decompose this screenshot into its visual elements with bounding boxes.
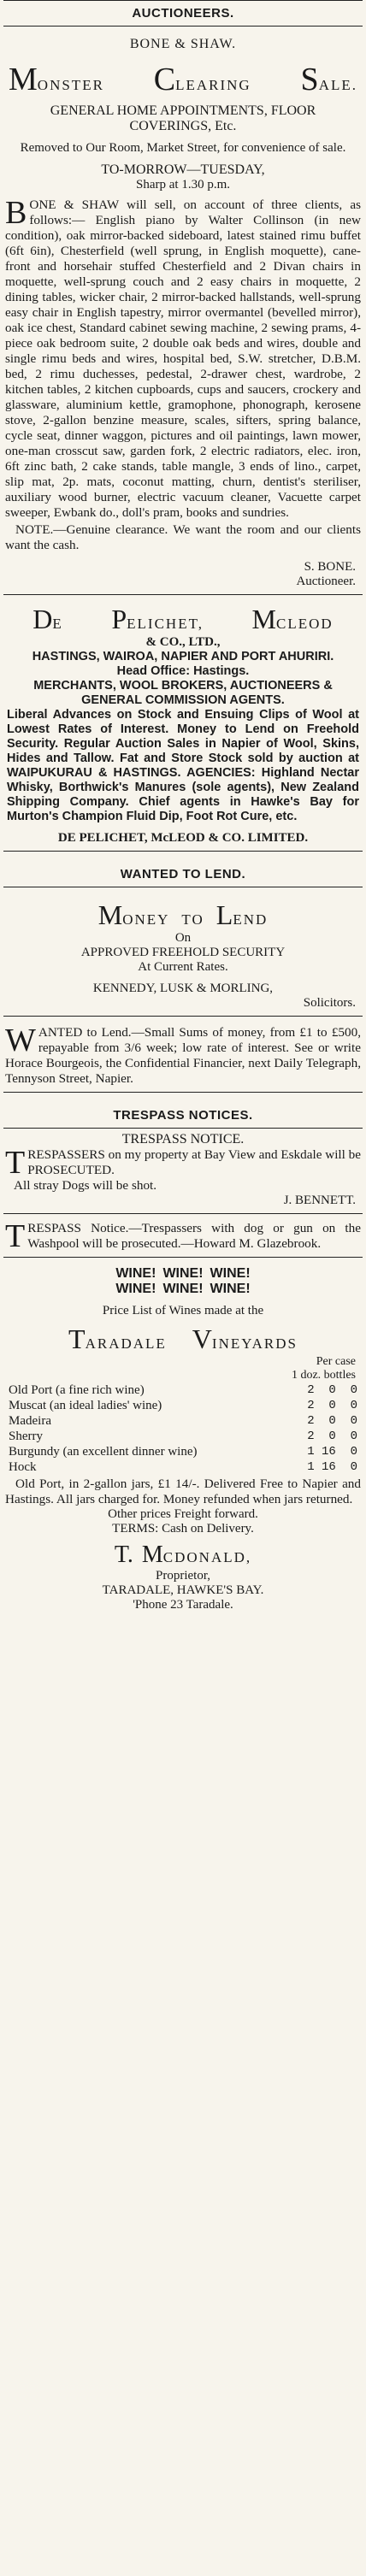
- wine-name: Madeira: [9, 1414, 51, 1428]
- footer: DE PELICHET, McLEOD & CO. LIMITED.: [57, 831, 309, 845]
- section-header-trespass: TRESPASS NOTICES.: [3, 1103, 363, 1129]
- rates: At Current Rates.: [138, 960, 228, 974]
- jars-note: Old Port, in 2-gallon jars, £1 14/-. Delivered Free to Napier and Hastings. All jars charged for. Money refunded when jars returned.: [5, 1477, 361, 1506]
- address: TARADALE, HAWKE'S BAY.: [102, 1583, 264, 1597]
- ad-title: [9, 61, 357, 98]
- wine-item: [9, 1444, 357, 1459]
- removed-note: Removed to Our Room, Market Street, for convenience of sale.: [20, 141, 346, 155]
- price-list-label: Price List of Wines made at the: [102, 1304, 264, 1317]
- wine-name: Muscat (an ideal ladies' wine): [9, 1399, 162, 1412]
- signature-name: S. BONE.: [304, 560, 356, 574]
- vineyard-title: TARADALE VINEYARDS: [68, 1323, 298, 1354]
- newspaper-column: [3, 0, 363, 1612]
- on-label: On: [174, 931, 192, 945]
- wine-heading-row-2: WINE! WINE! WINE!: [115, 1282, 251, 1296]
- wine-price: 1 16 0: [307, 1460, 357, 1474]
- body: WANTED to Lend.—Small Sums of money, from £1 to £500, repayable from 3/6 week; low rate of interest. See or write Horace Bourgeois, the Confidential Financier, next Daily Telegraph, Tennyson Street, Napier.: [5, 1023, 361, 1086]
- wine-item: [9, 1429, 357, 1444]
- owner-name: T. MCDONALD,: [114, 1541, 252, 1568]
- depelichet-ad: [3, 595, 363, 852]
- per-case: Per case: [316, 1355, 356, 1368]
- sale-day: TO-MORROW—TUESDAY,: [101, 162, 265, 177]
- wine-name: Hock: [9, 1460, 37, 1474]
- wine-price: 2 0 0: [307, 1399, 357, 1412]
- wanted-lend-ad: [3, 1017, 363, 1093]
- title: TRESPASS NOTICE.: [121, 1132, 245, 1147]
- signature: J. BENNETT.: [283, 1194, 356, 1207]
- wine-name: Sherry: [9, 1429, 43, 1443]
- wine-price-list: [3, 1382, 363, 1475]
- wines-ad: [3, 1258, 363, 1612]
- wine-item: [9, 1382, 357, 1398]
- drop-cap: B: [5, 195, 27, 231]
- section-header-wanted: WANTED TO LEND.: [3, 862, 363, 887]
- wine-item: [9, 1459, 357, 1475]
- wine-name: Old Port (a fine rich wine): [9, 1383, 145, 1397]
- note: NOTE.—Genuine clearance. We want the room and our clients want the cash.: [5, 522, 361, 552]
- wine-price: 2 0 0: [307, 1383, 357, 1397]
- title-word-3: SALE.: [300, 62, 357, 97]
- firm-name: BONE & SHAW.: [129, 37, 237, 51]
- trespass-notice-ad: [3, 1129, 363, 1214]
- freight-note: Other prices Freight forward.: [108, 1507, 258, 1521]
- sale-time: Sharp at 1.30 p.m.: [136, 178, 230, 192]
- title-word-1: MONSTER: [9, 62, 104, 97]
- security: APPROVED FREEHOLD SECURITY: [80, 946, 286, 959]
- doz-bottles: 1 doz. bottles: [291, 1369, 356, 1382]
- section-header-auctioneers: AUCTIONEERS.: [132, 6, 234, 21]
- trespass-washpool-ad: [3, 1214, 363, 1258]
- trade: MERCHANTS, WOOL BROKERS, AUCTIONEERS & GENERAL COMMISSION AGENTS.: [33, 679, 333, 707]
- places: HASTINGS, WAIROA, NAPIER AND PORT AHURIRI.: [32, 650, 334, 663]
- services: Liberal Advances on Stock and Ensuing Clips of Wool at Lowest Rates of Interest. Money to Lend on Freehold Security. Regular Auction Sales in Napier of Wool, Skins, Hides and Tallow. Fat and Store Stock sold by auction at WAIPUKURAU & HASTINGS. AGENCIES: Highland Nectar Whisky, Borthwick's Manures (sole agents), New Zealand Shipping Company. Chief agents in Hawke's Bay for Murton's Champion Fluid Dip, Foot Rot Cure, etc.: [7, 708, 359, 823]
- sale-list: BONE & SHAW will sell, on account of three clients, as follows:— English piano by Walter Collinson (in new condition), oak mirror-backed sideboard, latest stained rimu buffet (6ft 6in), Chesterfield (well sprung, in English moquette), cane-front and horsehair stuffed Chesterfield and 2 Divan chairs in moquette, well-sprung couch and 2 easy chairs in moquette, 2 dining tables, wicker chair, 2 mirror-backed hallstands, well-sprung easy chair in English tapestry, mirror overmantel (bevelled mirror), oak ice chest, Standard cabinet sewing machine, 2 sewing prams, 4-piece oak bedroom suite, 2 double oak beds and wires, double and single rimu beds and wires, hospital bed, S.W. stretcher, D.B.M. bed, 2 rimu duchesses, pedestal, 2-drawer chest, wardrobe, 2 kitchen tables, 2 kitchen cupboards, cups and saucers, crockery and glassware, aluminium kettle, gramophone, phonograph, kerosene stove, 2-gallon benzine measure, scales, sifters, spring balance, cycle seat, dinner waggon, pictures and oil paintings, lawn mower, one-man crosscut saw, garden fork, 2 electric radiators, elec. iron, 6ft zinc bath, 2 cake stands, table mangle, 3 ends of lino., carpet, slip mat, 2p. mats, coconut matting, churn, dentist's steriliser, auxiliary wood burner, electric vacuum cleaner, Vacuette carpet sweeper, Ewbank do., doll's pram, books and sundries.: [5, 195, 361, 520]
- firm: KENNEDY, LUSK & MORLING,: [92, 981, 274, 995]
- wine-item: [9, 1413, 357, 1429]
- title-word-2: CLEARING: [153, 62, 251, 97]
- wine-price: 2 0 0: [307, 1414, 357, 1428]
- money-lend-ad: [3, 887, 363, 1017]
- ad-title: DE PELICHET, MCLEOD: [32, 604, 334, 634]
- signature-role: Auctioneer.: [296, 575, 356, 588]
- ad-subtitle: GENERAL HOME APPOINTMENTS, FLOOR COVERINGS, Etc.: [50, 103, 316, 133]
- ad-title: MONEY TO LEND: [97, 899, 269, 930]
- proprietor: Proprietor,: [156, 1569, 210, 1583]
- dogs: All stray Dogs will be shot.: [14, 1178, 157, 1193]
- company-suffix: & CO., LTD.,: [145, 635, 221, 649]
- phone: 'Phone 23 Taradale.: [133, 1598, 233, 1612]
- wine-price: 1 16 0: [307, 1445, 357, 1459]
- body: TRESPASS Notice.—Trespassers with dog or gun on the Washpool will be prosecuted.—Howard M. Glazebrook.: [5, 1218, 361, 1254]
- wine-heading-row-1: WINE! WINE! WINE!: [115, 1266, 251, 1281]
- wine-item: [9, 1398, 357, 1413]
- role: Solicitors.: [303, 996, 356, 1010]
- body: TRESPASSERS on my property at Bay View and Eskdale will be PROSECUTED.: [5, 1145, 361, 1181]
- terms: TERMS: Cash on Delivery.: [112, 1522, 254, 1536]
- head-office: Head Office: Hastings.: [116, 664, 250, 678]
- bone-shaw-ad: [3, 27, 363, 595]
- wine-price: 2 0 0: [307, 1429, 357, 1443]
- wine-name: Burgundy (an excellent dinner wine): [9, 1445, 198, 1459]
